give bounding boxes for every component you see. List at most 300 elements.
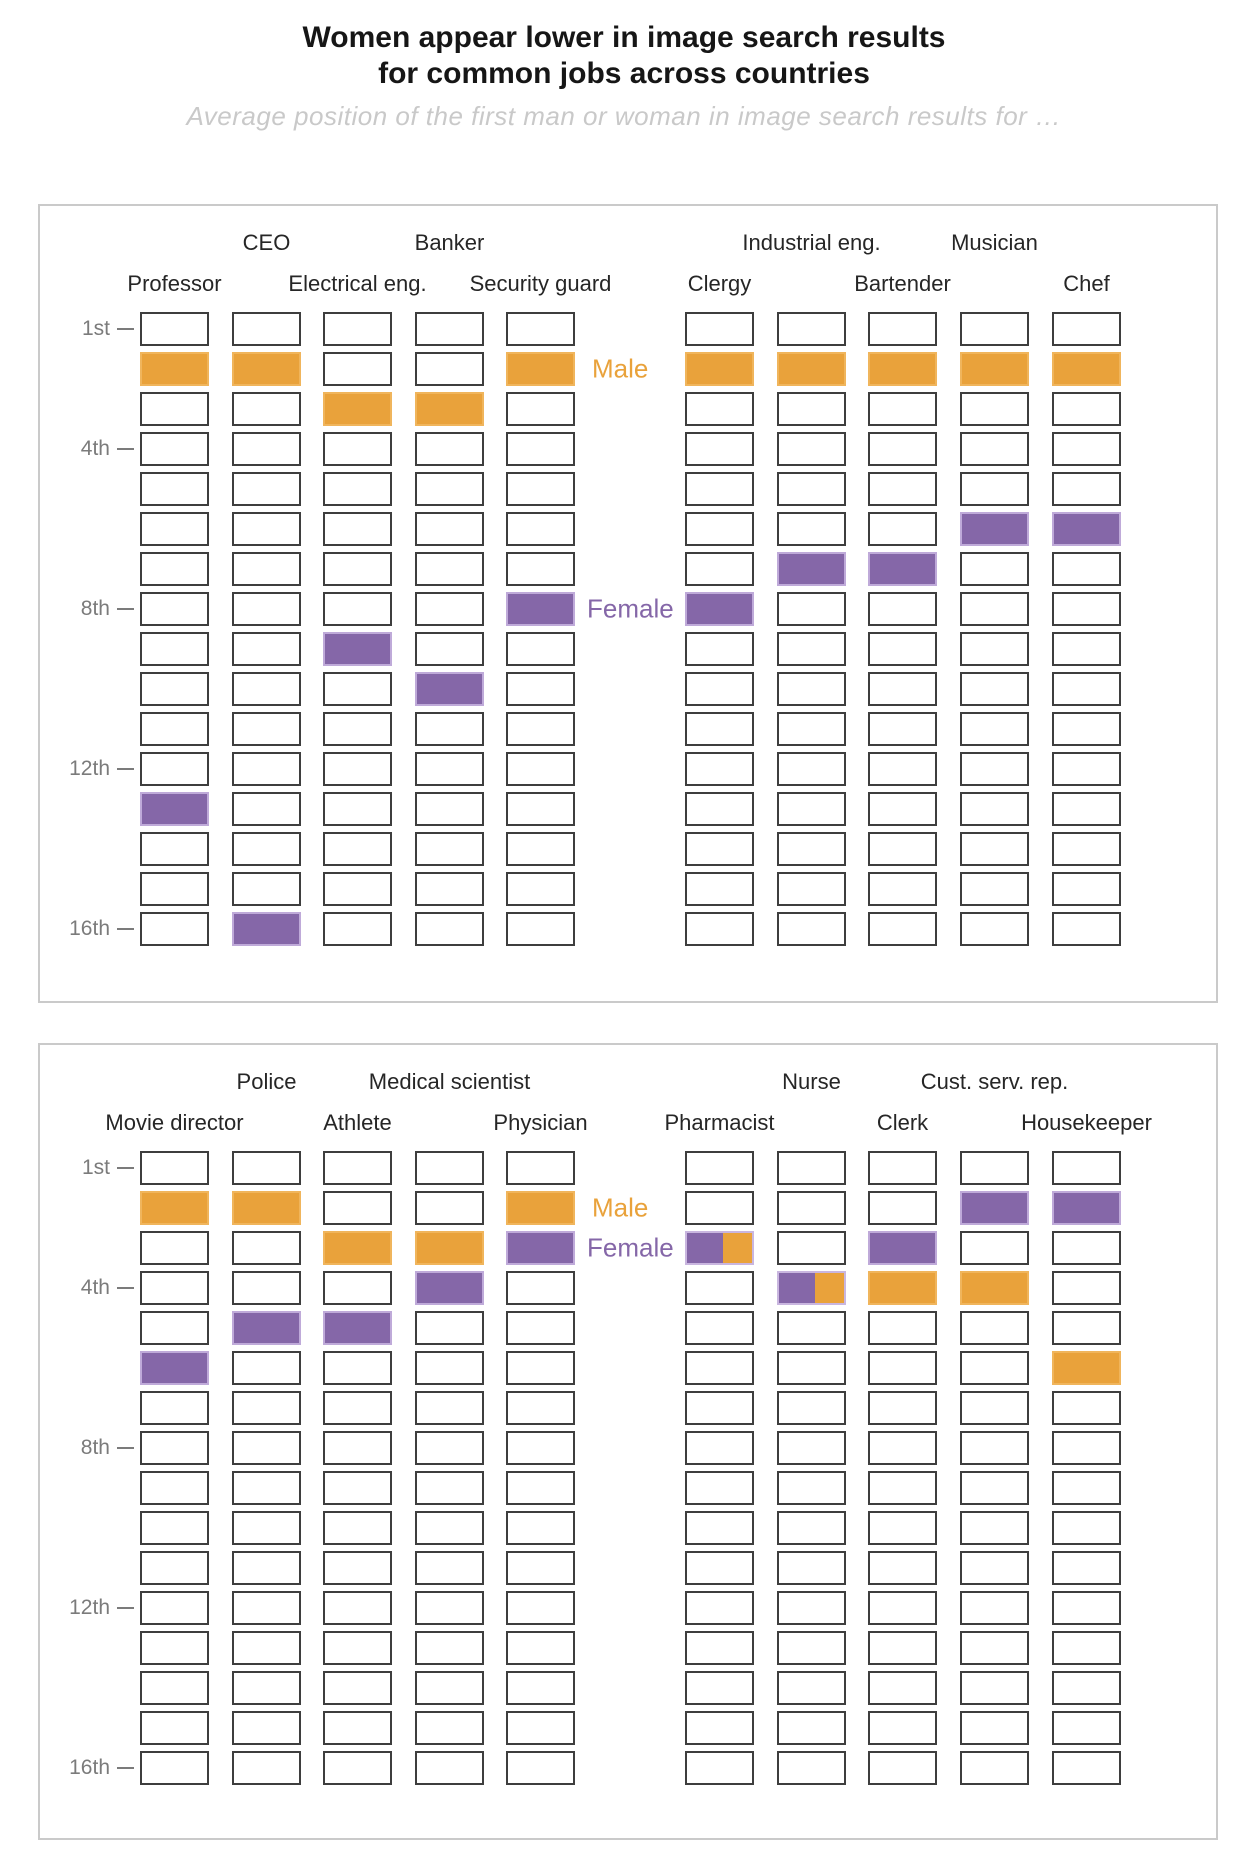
grid-cell-ceo-r5: [232, 472, 301, 506]
grid-cell-musician-r3: [960, 392, 1029, 426]
job-label-electrical-eng: Electrical eng.: [288, 271, 427, 296]
grid-cell-pharmacist-r7: [685, 1391, 754, 1425]
grid-cell-clergy-r10: [685, 672, 754, 706]
grid-cell-musician-r15: [960, 872, 1029, 906]
job-label-bartender: Bartender: [854, 271, 951, 296]
grid-cell-industrial-eng-r11: [777, 712, 846, 746]
grid-cell-physician-r4: [506, 1271, 575, 1305]
grid-cell-clerk-r1: [868, 1151, 937, 1185]
grid-cell-musician-r1: [960, 312, 1029, 346]
row-tick-dash: [117, 1767, 134, 1769]
grid-cell-professor-r16: [140, 912, 209, 946]
grid-cell-bartender-r8: [868, 592, 937, 626]
grid-cell-movie-director-r7: [140, 1391, 209, 1425]
grid-cell-medical-scientist-r12: [415, 1591, 484, 1625]
grid-cell-security-guard-r9: [506, 632, 575, 666]
grid-cell-ceo-r11: [232, 712, 301, 746]
grid-cell-chef-r5: [1052, 472, 1121, 506]
grid-cell-police-r12: [232, 1591, 301, 1625]
grid-cell-physician-r11: [506, 1551, 575, 1585]
grid-cell-clergy-r6: [685, 512, 754, 546]
grid-cell-housekeeper-r5: [1052, 1311, 1121, 1345]
row-tick-dash: [117, 928, 134, 930]
page-title: [0, 20, 1248, 92]
grid-cell-clerk-r9: [868, 1471, 937, 1505]
grid-cell-musician-r4: [960, 432, 1029, 466]
grid-cell-cust-serv-rep-r7: [960, 1391, 1029, 1425]
grid-cell-physician-r7: [506, 1391, 575, 1425]
female-position-cell-athlete-r5: [323, 1311, 392, 1345]
grid-cell-medical-scientist-r10: [415, 1511, 484, 1545]
grid-cell-cust-serv-rep-r10: [960, 1511, 1029, 1545]
grid-cell-movie-director-r10: [140, 1511, 209, 1545]
grid-cell-police-r6: [232, 1351, 301, 1385]
grid-cell-medical-scientist-r1: [415, 1151, 484, 1185]
grid-cell-ceo-r4: [232, 432, 301, 466]
grid-cell-bartender-r13: [868, 792, 937, 826]
grid-cell-athlete-r7: [323, 1391, 392, 1425]
grid-cell-housekeeper-r3: [1052, 1231, 1121, 1265]
row-tick-label-1st: 1st: [81, 317, 110, 340]
grid-cell-professor-r6: [140, 512, 209, 546]
female-position-cell-security-guard-r8: [506, 592, 575, 626]
grid-cell-cust-serv-rep-r13: [960, 1631, 1029, 1665]
grid-cell-police-r16: [232, 1751, 301, 1785]
row-tick-dash: [117, 1287, 134, 1289]
grid-cell-electrical-eng-r2: [323, 352, 392, 386]
grid-cell-police-r3: [232, 1231, 301, 1265]
grid-cell-banker-r13: [415, 792, 484, 826]
grid-cell-housekeeper-r13: [1052, 1631, 1121, 1665]
male-position-cell-physician-r2: [506, 1191, 575, 1225]
male-position-cell-police-r2: [232, 1191, 301, 1225]
grid-cell-bartender-r4: [868, 432, 937, 466]
grid-cell-physician-r16: [506, 1751, 575, 1785]
grid-cell-police-r7: [232, 1391, 301, 1425]
grid-cell-electrical-eng-r16: [323, 912, 392, 946]
female-position-cell-police-r5: [232, 1311, 301, 1345]
grid-cell-physician-r6: [506, 1351, 575, 1385]
grid-cell-housekeeper-r16: [1052, 1751, 1121, 1785]
grid-cell-professor-r4: [140, 432, 209, 466]
grid-cell-musician-r13: [960, 792, 1029, 826]
grid-cell-industrial-eng-r5: [777, 472, 846, 506]
grid-cell-physician-r13: [506, 1631, 575, 1665]
grid-cell-cust-serv-rep-r14: [960, 1671, 1029, 1705]
female-position-cell-industrial-eng-r7: [777, 552, 846, 586]
grid-cell-physician-r1: [506, 1151, 575, 1185]
grid-cell-clergy-r12: [685, 752, 754, 786]
grid-cell-medical-scientist-r5: [415, 1311, 484, 1345]
grid-cell-industrial-eng-r16: [777, 912, 846, 946]
grid-cell-professor-r1: [140, 312, 209, 346]
legend-female-label: Female: [587, 1232, 674, 1263]
grid-cell-physician-r15: [506, 1711, 575, 1745]
grid-cell-nurse-r10: [777, 1511, 846, 1545]
grid-cell-movie-director-r8: [140, 1431, 209, 1465]
grid-cell-physician-r5: [506, 1311, 575, 1345]
job-label-clergy: Clergy: [687, 271, 752, 296]
grid-cell-professor-r10: [140, 672, 209, 706]
grid-cell-athlete-r8: [323, 1431, 392, 1465]
grid-cell-housekeeper-r10: [1052, 1511, 1121, 1545]
grid-cell-clergy-r5: [685, 472, 754, 506]
grid-cell-nurse-r5: [777, 1311, 846, 1345]
grid-cell-clerk-r15: [868, 1711, 937, 1745]
grid-cell-security-guard-r12: [506, 752, 575, 786]
grid-cell-electrical-eng-r15: [323, 872, 392, 906]
grid-cell-bartender-r14: [868, 832, 937, 866]
grid-cell-banker-r7: [415, 552, 484, 586]
grid-cell-clerk-r13: [868, 1631, 937, 1665]
job-label-athlete: Athlete: [323, 1110, 392, 1135]
grid-cell-pharmacist-r4: [685, 1271, 754, 1305]
grid-cell-clerk-r7: [868, 1391, 937, 1425]
grid-cell-clergy-r11: [685, 712, 754, 746]
male-position-cell-chef-r2: [1052, 352, 1121, 386]
grid-cell-musician-r14: [960, 832, 1029, 866]
grid-cell-clergy-r13: [685, 792, 754, 826]
grid-cell-pharmacist-r10: [685, 1511, 754, 1545]
grid-cell-nurse-r1: [777, 1151, 846, 1185]
job-label-banker: Banker: [414, 230, 485, 255]
grid-cell-pharmacist-r14: [685, 1671, 754, 1705]
grid-cell-banker-r8: [415, 592, 484, 626]
grid-cell-movie-director-r14: [140, 1671, 209, 1705]
row-tick-label-8th: 8th: [80, 597, 110, 620]
grid-cell-bartender-r11: [868, 712, 937, 746]
grid-cell-banker-r12: [415, 752, 484, 786]
grid-cell-banker-r16: [415, 912, 484, 946]
grid-cell-electrical-eng-r11: [323, 712, 392, 746]
grid-cell-cust-serv-rep-r9: [960, 1471, 1029, 1505]
grid-cell-banker-r2: [415, 352, 484, 386]
job-label-housekeeper: Housekeeper: [1021, 1110, 1152, 1135]
grid-cell-movie-director-r1: [140, 1151, 209, 1185]
job-label-physician: Physician: [493, 1110, 588, 1135]
job-label-security-guard: Security guard: [469, 271, 612, 296]
female-position-cell-medical-scientist-r4: [415, 1271, 484, 1305]
grid-cell-nurse-r2: [777, 1191, 846, 1225]
grid-cell-housekeeper-r8: [1052, 1431, 1121, 1465]
legend-female-label: Female: [587, 593, 674, 624]
grid-cell-police-r1: [232, 1151, 301, 1185]
grid-cell-pharmacist-r11: [685, 1551, 754, 1585]
grid-cell-musician-r11: [960, 712, 1029, 746]
grid-cell-police-r9: [232, 1471, 301, 1505]
grid-cell-nurse-r9: [777, 1471, 846, 1505]
grid-cell-clerk-r8: [868, 1431, 937, 1465]
grid-cell-electrical-eng-r13: [323, 792, 392, 826]
male-position-cell-movie-director-r2: [140, 1191, 209, 1225]
grid-cell-movie-director-r4: [140, 1271, 209, 1305]
grid-cell-clerk-r16: [868, 1751, 937, 1785]
grid-cell-ceo-r7: [232, 552, 301, 586]
grid-cell-movie-director-r15: [140, 1711, 209, 1745]
grid-cell-cust-serv-rep-r11: [960, 1551, 1029, 1585]
female-position-cell-clerk-r3: [868, 1231, 937, 1265]
grid-cell-industrial-eng-r12: [777, 752, 846, 786]
female-position-cell-physician-r3: [506, 1231, 575, 1265]
grid-cell-chef-r13: [1052, 792, 1121, 826]
grid-cell-cust-serv-rep-r1: [960, 1151, 1029, 1185]
job-label-police: Police: [236, 1069, 297, 1094]
grid-cell-housekeeper-r15: [1052, 1711, 1121, 1745]
grid-cell-ceo-r1: [232, 312, 301, 346]
male-position-cell-clergy-r2: [685, 352, 754, 386]
grid-cell-professor-r15: [140, 872, 209, 906]
grid-cell-athlete-r6: [323, 1351, 392, 1385]
grid-cell-security-guard-r1: [506, 312, 575, 346]
row-tick-dash: [117, 448, 134, 450]
row-tick-dash: [117, 1607, 134, 1609]
job-label-ceo: CEO: [242, 230, 291, 255]
grid-cell-musician-r9: [960, 632, 1029, 666]
female-position-cell-professor-r13: [140, 792, 209, 826]
grid-cell-electrical-eng-r10: [323, 672, 392, 706]
grid-cell-bartender-r3: [868, 392, 937, 426]
grid-cell-medical-scientist-r9: [415, 1471, 484, 1505]
grid-cell-chef-r10: [1052, 672, 1121, 706]
legend-male-label: Male: [592, 353, 649, 384]
row-tick-label-8th: 8th: [80, 1436, 110, 1459]
job-label-movie-director: Movie director: [105, 1110, 244, 1135]
chart-panel-top: [38, 204, 1218, 1003]
grid-cell-medical-scientist-r13: [415, 1631, 484, 1665]
grid-cell-bartender-r6: [868, 512, 937, 546]
job-label-clerk: Clerk: [876, 1110, 929, 1135]
grid-cell-movie-director-r3: [140, 1231, 209, 1265]
grid-cell-athlete-r4: [323, 1271, 392, 1305]
grid-cell-banker-r4: [415, 432, 484, 466]
row-tick-dash: [117, 1167, 134, 1169]
grid-cell-professor-r9: [140, 632, 209, 666]
grid-cell-cust-serv-rep-r15: [960, 1711, 1029, 1745]
grid-cell-banker-r9: [415, 632, 484, 666]
row-tick-label-16th: 16th: [69, 1756, 110, 1779]
grid-cell-security-guard-r14: [506, 832, 575, 866]
female-position-cell-chef-r6: [1052, 512, 1121, 546]
grid-cell-industrial-eng-r10: [777, 672, 846, 706]
grid-cell-clerk-r14: [868, 1671, 937, 1705]
grid-cell-pharmacist-r9: [685, 1471, 754, 1505]
grid-cell-electrical-eng-r12: [323, 752, 392, 786]
grid-cell-security-guard-r16: [506, 912, 575, 946]
grid-cell-security-guard-r10: [506, 672, 575, 706]
grid-cell-bartender-r1: [868, 312, 937, 346]
grid-cell-industrial-eng-r13: [777, 792, 846, 826]
male-position-cell-ceo-r2: [232, 352, 301, 386]
male-position-cell-bartender-r2: [868, 352, 937, 386]
grid-cell-musician-r10: [960, 672, 1029, 706]
grid-cell-security-guard-r11: [506, 712, 575, 746]
grid-cell-bartender-r15: [868, 872, 937, 906]
grid-cell-industrial-eng-r9: [777, 632, 846, 666]
grid-cell-movie-director-r12: [140, 1591, 209, 1625]
female-position-cell-clergy-r8: [685, 592, 754, 626]
grid-cell-clergy-r3: [685, 392, 754, 426]
grid-cell-athlete-r16: [323, 1751, 392, 1785]
grid-cell-security-guard-r13: [506, 792, 575, 826]
grid-cell-housekeeper-r1: [1052, 1151, 1121, 1185]
grid-cell-ceo-r14: [232, 832, 301, 866]
grid-cell-nurse-r15: [777, 1711, 846, 1745]
grid-cell-professor-r5: [140, 472, 209, 506]
grid-cell-physician-r8: [506, 1431, 575, 1465]
grid-cell-musician-r5: [960, 472, 1029, 506]
grid-cell-cust-serv-rep-r5: [960, 1311, 1029, 1345]
female-position-cell-ceo-r16: [232, 912, 301, 946]
grid-cell-clergy-r15: [685, 872, 754, 906]
grid-cell-clerk-r11: [868, 1551, 937, 1585]
chart-panel-bottom: [38, 1043, 1218, 1840]
grid-cell-bartender-r12: [868, 752, 937, 786]
grid-cell-medical-scientist-r14: [415, 1671, 484, 1705]
grid-cell-industrial-eng-r4: [777, 432, 846, 466]
grid-cell-chef-r15: [1052, 872, 1121, 906]
grid-cell-chef-r14: [1052, 832, 1121, 866]
grid-cell-medical-scientist-r11: [415, 1551, 484, 1585]
grid-cell-police-r10: [232, 1511, 301, 1545]
male-position-cell-cust-serv-rep-r4: [960, 1271, 1029, 1305]
grid-cell-security-guard-r5: [506, 472, 575, 506]
grid-cell-bartender-r9: [868, 632, 937, 666]
grid-cell-bartender-r5: [868, 472, 937, 506]
grid-cell-nurse-r13: [777, 1631, 846, 1665]
grid-cell-ceo-r15: [232, 872, 301, 906]
grid-cell-athlete-r1: [323, 1151, 392, 1185]
grid-cell-ceo-r9: [232, 632, 301, 666]
grid-cell-nurse-r12: [777, 1591, 846, 1625]
grid-cell-ceo-r8: [232, 592, 301, 626]
grid-cell-clergy-r4: [685, 432, 754, 466]
grid-cell-industrial-eng-r14: [777, 832, 846, 866]
grid-cell-pharmacist-r15: [685, 1711, 754, 1745]
grid-cell-pharmacist-r8: [685, 1431, 754, 1465]
shared-position-cell-nurse-r4: [777, 1271, 846, 1305]
grid-cell-athlete-r13: [323, 1631, 392, 1665]
grid-cell-professor-r11: [140, 712, 209, 746]
grid-cell-bartender-r16: [868, 912, 937, 946]
job-label-professor: Professor: [127, 271, 222, 296]
grid-cell-nurse-r11: [777, 1551, 846, 1585]
grid-cell-medical-scientist-r7: [415, 1391, 484, 1425]
grid-cell-electrical-eng-r4: [323, 432, 392, 466]
male-position-cell-clerk-r4: [868, 1271, 937, 1305]
grid-cell-security-guard-r3: [506, 392, 575, 426]
grid-cell-bartender-r10: [868, 672, 937, 706]
male-position-cell-athlete-r3: [323, 1231, 392, 1265]
female-position-cell-bartender-r7: [868, 552, 937, 586]
grid-cell-police-r13: [232, 1631, 301, 1665]
shared-cell-male-half: [723, 1233, 752, 1263]
grid-cell-security-guard-r7: [506, 552, 575, 586]
grid-cell-cust-serv-rep-r8: [960, 1431, 1029, 1465]
page-title-line2: for common jobs across countries: [378, 57, 870, 90]
grid-cell-nurse-r8: [777, 1431, 846, 1465]
grid-cell-athlete-r11: [323, 1551, 392, 1585]
grid-cell-police-r15: [232, 1711, 301, 1745]
grid-cell-movie-director-r9: [140, 1471, 209, 1505]
grid-cell-clergy-r16: [685, 912, 754, 946]
grid-cell-industrial-eng-r1: [777, 312, 846, 346]
grid-cell-physician-r12: [506, 1591, 575, 1625]
grid-cell-athlete-r14: [323, 1671, 392, 1705]
grid-cell-chef-r12: [1052, 752, 1121, 786]
grid-cell-medical-scientist-r8: [415, 1431, 484, 1465]
grid-cell-clerk-r6: [868, 1351, 937, 1385]
row-tick-label-16th: 16th: [69, 917, 110, 940]
grid-cell-pharmacist-r12: [685, 1591, 754, 1625]
grid-cell-medical-scientist-r2: [415, 1191, 484, 1225]
job-label-medical-scientist: Medical scientist: [368, 1069, 531, 1094]
grid-cell-ceo-r6: [232, 512, 301, 546]
grid-cell-ceo-r12: [232, 752, 301, 786]
grid-cell-electrical-eng-r14: [323, 832, 392, 866]
grid-cell-athlete-r9: [323, 1471, 392, 1505]
grid-cell-athlete-r12: [323, 1591, 392, 1625]
legend-male-label: Male: [592, 1192, 649, 1223]
grid-cell-nurse-r6: [777, 1351, 846, 1385]
grid-cell-nurse-r7: [777, 1391, 846, 1425]
grid-cell-ceo-r3: [232, 392, 301, 426]
grid-cell-electrical-eng-r6: [323, 512, 392, 546]
grid-cell-police-r8: [232, 1431, 301, 1465]
row-tick-label-12th: 12th: [69, 1596, 110, 1619]
grid-cell-banker-r5: [415, 472, 484, 506]
grid-cell-nurse-r14: [777, 1671, 846, 1705]
job-label-musician: Musician: [951, 230, 1038, 255]
grid-cell-clergy-r1: [685, 312, 754, 346]
job-label-nurse: Nurse: [782, 1069, 841, 1094]
grid-cell-professor-r8: [140, 592, 209, 626]
grid-cell-industrial-eng-r6: [777, 512, 846, 546]
grid-cell-athlete-r2: [323, 1191, 392, 1225]
grid-cell-banker-r6: [415, 512, 484, 546]
grid-cell-chef-r9: [1052, 632, 1121, 666]
grid-cell-clergy-r14: [685, 832, 754, 866]
grid-cell-industrial-eng-r15: [777, 872, 846, 906]
grid-cell-cust-serv-rep-r6: [960, 1351, 1029, 1385]
grid-cell-industrial-eng-r8: [777, 592, 846, 626]
male-position-cell-security-guard-r2: [506, 352, 575, 386]
female-position-cell-cust-serv-rep-r2: [960, 1191, 1029, 1225]
grid-cell-housekeeper-r11: [1052, 1551, 1121, 1585]
grid-cell-physician-r14: [506, 1671, 575, 1705]
grid-cell-nurse-r3: [777, 1231, 846, 1265]
job-label-chef: Chef: [1063, 271, 1110, 296]
male-position-cell-electrical-eng-r3: [323, 392, 392, 426]
male-position-cell-musician-r2: [960, 352, 1029, 386]
grid-cell-security-guard-r15: [506, 872, 575, 906]
shared-cell-male-half: [815, 1273, 844, 1303]
grid-cell-pharmacist-r6: [685, 1351, 754, 1385]
grid-cell-housekeeper-r7: [1052, 1391, 1121, 1425]
grid-cell-clerk-r10: [868, 1511, 937, 1545]
grid-cell-ceo-r13: [232, 792, 301, 826]
row-tick-label-1st: 1st: [81, 1156, 110, 1179]
grid-cell-pharmacist-r2: [685, 1191, 754, 1225]
grid-cell-police-r4: [232, 1271, 301, 1305]
female-position-cell-electrical-eng-r9: [323, 632, 392, 666]
grid-cell-clergy-r9: [685, 632, 754, 666]
grid-cell-housekeeper-r14: [1052, 1671, 1121, 1705]
row-tick-dash: [117, 1447, 134, 1449]
row-tick-label-4th: 4th: [80, 1276, 110, 1299]
grid-cell-chef-r8: [1052, 592, 1121, 626]
grid-cell-professor-r3: [140, 392, 209, 426]
grid-cell-physician-r9: [506, 1471, 575, 1505]
